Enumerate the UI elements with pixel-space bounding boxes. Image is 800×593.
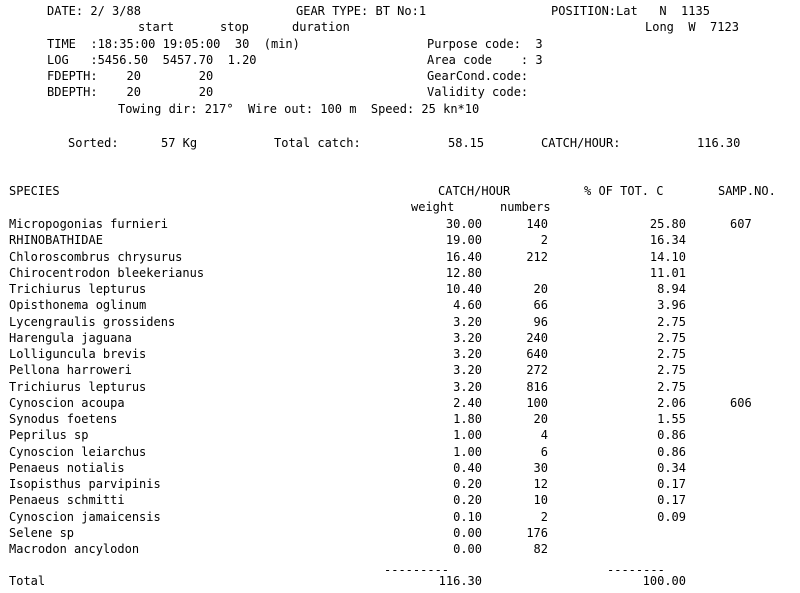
numbers-cell: 640 — [526, 347, 548, 361]
weight-cell: 0.20 — [453, 477, 482, 491]
table-row — [0, 282, 800, 296]
species-cell: Cynoscion leiarchus — [9, 444, 147, 459]
validity-code: Validity code: — [427, 85, 529, 99]
weight-cell: 3.20 — [453, 347, 482, 361]
species-cell: Cynoscion jamaicensis — [9, 509, 161, 524]
pct-total-header: % OF TOT. C — [584, 184, 664, 198]
pct-cell: 25.80 — [649, 217, 686, 231]
weight-dash-rule: --------- — [384, 563, 450, 577]
weight-cell: 12.80 — [445, 265, 482, 280]
table-row — [0, 477, 800, 491]
weight-header: weight — [411, 200, 455, 214]
numbers-cell: 140 — [526, 217, 548, 231]
table-row — [0, 461, 800, 475]
numbers-cell: 12 — [533, 477, 548, 491]
table-row — [0, 510, 800, 524]
area-code: Area code : 3 — [427, 53, 543, 67]
numbers-cell: 212 — [526, 249, 548, 264]
species-cell: Lycengraulis grossidens — [9, 314, 176, 329]
species-cell: Opisthonema oglinum — [9, 298, 147, 313]
species-cell: Cynoscion acoupa — [9, 395, 125, 410]
pct-cell: 0.34 — [657, 460, 686, 475]
pct-cell: 1.55 — [657, 412, 686, 426]
weight-cell: 0.00 — [453, 525, 482, 540]
table-row — [0, 233, 800, 247]
weight-cell: 16.40 — [445, 249, 482, 264]
numbers-cell: 66 — [533, 298, 548, 313]
pct-cell: 16.34 — [649, 233, 686, 248]
table-row — [0, 331, 800, 345]
catch-hour-header: CATCH/HOUR — [438, 184, 511, 198]
numbers-cell: 272 — [526, 363, 548, 378]
time-row: TIME :18:35:00 19:05:00 30 (min) — [47, 37, 300, 51]
numbers-cell: 816 — [526, 379, 548, 394]
pct-cell: 0.86 — [657, 428, 686, 443]
weight-cell: 3.20 — [453, 363, 482, 378]
numbers-cell: 2 — [540, 509, 548, 524]
pct-cell: 2.75 — [657, 314, 686, 329]
pct-cell: 3.96 — [657, 298, 686, 313]
pct-cell: 0.17 — [657, 493, 686, 508]
weight-cell: 0.10 — [453, 509, 482, 524]
species-cell: Selene sp — [9, 525, 75, 540]
species-header: SPECIES — [9, 184, 60, 198]
species-cell: Chirocentrodon bleekerianus — [9, 265, 205, 280]
species-cell: Penaeus schmitti — [9, 493, 125, 508]
table-row — [0, 217, 800, 231]
pct-cell: 8.94 — [657, 282, 686, 296]
weight-cell: 19.00 — [445, 233, 482, 248]
towing-row: Towing dir: 217° Wire out: 100 m Speed: 25 kn*10 — [118, 102, 480, 116]
pct-dash-rule: -------- — [607, 563, 665, 577]
weight-cell: 0.00 — [453, 542, 482, 556]
numbers-cell: 176 — [526, 525, 548, 540]
table-row — [0, 412, 800, 426]
table-row — [0, 250, 800, 264]
col-stop-label: stop — [220, 20, 249, 34]
total-catch-value: 58.15 — [448, 136, 485, 150]
species-cell: Trichiurus lepturus — [9, 282, 147, 296]
weight-cell: 2.40 — [453, 395, 482, 410]
table-row — [0, 396, 800, 410]
pct-cell: 14.10 — [649, 249, 686, 264]
weight-cell: 3.20 — [453, 379, 482, 394]
position-lat-text: POSITION:Lat N 1135 — [551, 4, 710, 18]
bdepth-row: BDEPTH: 20 20 — [47, 85, 214, 99]
numbers-cell: 2 — [540, 233, 548, 248]
pct-cell: 2.75 — [657, 363, 686, 378]
species-cell: Isopisthus parvipinis — [9, 477, 161, 491]
species-cell: Pellona harroweri — [9, 363, 132, 378]
purpose-code: Purpose code: 3 — [427, 37, 543, 51]
pct-cell: 2.75 — [657, 330, 686, 345]
total-catch-label: Total catch: — [274, 136, 361, 150]
species-cell: Lolliguncula brevis — [9, 347, 147, 361]
weight-cell: 3.20 — [453, 314, 482, 329]
log-row: LOG :5456.50 5457.70 1.20 — [47, 53, 257, 67]
table-row — [0, 315, 800, 329]
col-start-label: start — [138, 20, 175, 34]
species-cell: Chloroscombrus chrysurus — [9, 249, 183, 264]
species-cell: Penaeus notialis — [9, 460, 125, 475]
gear-type-text: GEAR TYPE: BT No:1 — [296, 4, 427, 18]
pct-cell: 0.17 — [657, 477, 686, 491]
date-text: DATE: 2/ 3/88 — [47, 4, 141, 18]
catch-hour-value: 116.30 — [697, 136, 741, 150]
species-cell: Micropogonias furnieri — [9, 217, 168, 231]
numbers-cell: 96 — [533, 314, 548, 329]
numbers-cell: 100 — [526, 395, 548, 410]
species-cell: RHINOBATHIDAE — [9, 233, 103, 248]
table-row — [0, 445, 800, 459]
table-row — [0, 542, 800, 556]
table-row — [0, 526, 800, 540]
col-duration-label: duration — [292, 20, 350, 34]
species-cell: Macrodon ancylodon — [9, 542, 140, 556]
species-cell: Synodus foetens — [9, 412, 118, 426]
sample-no-cell: 607 — [730, 217, 752, 231]
pct-cell: 0.09 — [657, 509, 686, 524]
numbers-cell: 6 — [540, 444, 548, 459]
sample-no-header: SAMP.NO. — [718, 184, 776, 198]
weight-cell: 30.00 — [445, 217, 482, 231]
numbers-cell: 20 — [533, 282, 548, 296]
table-row — [0, 380, 800, 394]
table-row — [0, 363, 800, 377]
weight-cell: 4.60 — [453, 298, 482, 313]
numbers-cell: 10 — [533, 493, 548, 508]
total-label: Total — [9, 574, 46, 588]
numbers-cell: 4 — [540, 428, 548, 443]
pct-cell: 2.06 — [657, 395, 686, 410]
pct-cell: 2.75 — [657, 347, 686, 361]
pct-cell: 0.86 — [657, 444, 686, 459]
weight-cell: 0.40 — [453, 460, 482, 475]
numbers-cell: 82 — [533, 542, 548, 556]
species-cell: Harengula jaguana — [9, 330, 132, 345]
weight-cell: 10.40 — [445, 282, 482, 296]
gearcond-code: GearCond.code: — [427, 69, 529, 83]
table-row — [0, 493, 800, 507]
table-row — [0, 298, 800, 312]
fdepth-row: FDEPTH: 20 20 — [47, 69, 214, 83]
catch-hour-label: CATCH/HOUR: — [541, 136, 621, 150]
sorted-value: 57 Kg — [161, 136, 198, 150]
weight-cell: 0.20 — [453, 493, 482, 508]
weight-cell: 1.00 — [453, 444, 482, 459]
position-long-text: Long W 7123 — [645, 20, 739, 34]
numbers-header: numbers — [500, 200, 551, 214]
pct-cell: 11.01 — [649, 265, 686, 280]
sample-no-cell: 606 — [730, 395, 752, 410]
total-weight: 116.30 — [438, 574, 482, 588]
weight-cell: 1.80 — [453, 412, 482, 426]
species-cell: Trichiurus lepturus — [9, 379, 147, 394]
numbers-cell: 30 — [533, 460, 548, 475]
table-row — [0, 266, 800, 280]
pct-cell: 2.75 — [657, 379, 686, 394]
table-row — [0, 347, 800, 361]
sorted-label: Sorted: — [68, 136, 119, 150]
weight-cell: 3.20 — [453, 330, 482, 345]
total-pct: 100.00 — [642, 574, 686, 588]
numbers-cell: 240 — [526, 330, 548, 345]
species-cell: Peprilus sp — [9, 428, 89, 443]
numbers-cell: 20 — [533, 412, 548, 426]
weight-cell: 1.00 — [453, 428, 482, 443]
table-row — [0, 428, 800, 442]
